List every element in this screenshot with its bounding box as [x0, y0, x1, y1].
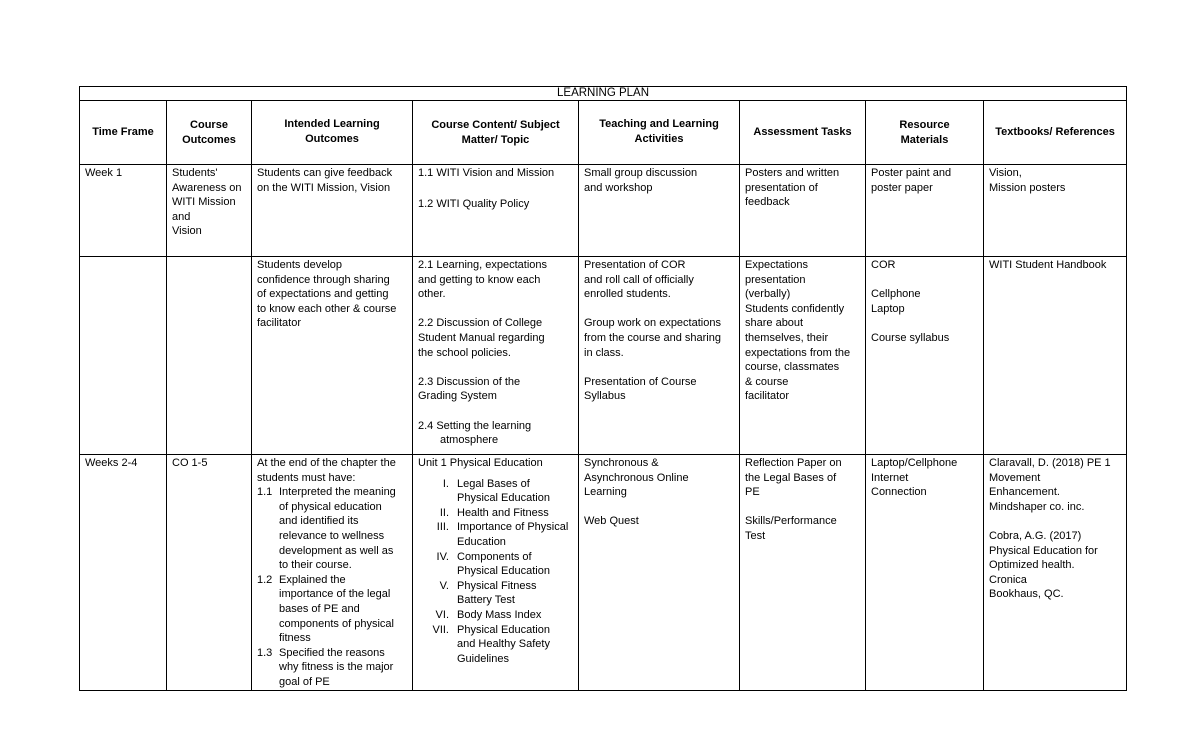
- text-line: Group work on expectations: [584, 317, 721, 330]
- text-line: the school policies.: [418, 346, 511, 359]
- cell-references: [984, 257, 1127, 455]
- item-number: 1.3: [257, 646, 273, 659]
- text-line: and workshop: [584, 181, 653, 194]
- list-item: [418, 623, 573, 667]
- text-line: Physical Fitness: [457, 579, 537, 592]
- text-line: Students': [172, 167, 218, 179]
- list-item: [257, 485, 407, 573]
- text-line: Legal Bases of: [457, 477, 530, 490]
- text-line: Syllabus: [584, 390, 626, 403]
- text-line: presentation: [745, 273, 806, 286]
- cell-time-frame: Weeks 2-4: [80, 455, 167, 691]
- text-line: Cronica: [989, 573, 1027, 586]
- table-row: [80, 455, 1127, 691]
- text-line: of physical education: [279, 500, 382, 513]
- cell-content: [413, 257, 579, 455]
- list-item: [418, 550, 573, 579]
- cell-time-frame: Week 1: [80, 165, 167, 257]
- text-line: COR: [871, 259, 896, 271]
- text-line: Asynchronous Online: [584, 471, 689, 484]
- text-line: from the course and sharing: [584, 331, 721, 344]
- text-line: Cellphone: [871, 288, 921, 301]
- text-line: Expectations: [745, 259, 808, 271]
- text-line: Grading System: [418, 390, 497, 403]
- text-line: students must have:: [257, 471, 356, 484]
- header-time-frame: Time Frame: [80, 101, 167, 165]
- cell-course-outcomes: CO 1-5: [167, 455, 252, 691]
- text-line: and identified its: [279, 515, 359, 528]
- text-line: and roll call of officially: [584, 273, 694, 286]
- text-line: importance of the legal: [279, 588, 391, 601]
- text-line: Optimized health.: [989, 559, 1075, 572]
- text-line: 2.1 Learning, expectations: [418, 259, 548, 271]
- text-line: Physical Education for: [989, 544, 1098, 557]
- cell-tla: [579, 257, 740, 455]
- text-line: Posters and written: [745, 167, 840, 179]
- text-line: Presentation of Course: [584, 375, 697, 388]
- item-number: V.: [439, 579, 449, 592]
- text-line: fitness: [279, 632, 311, 645]
- text-line: and getting to know each: [418, 273, 541, 286]
- text-line: atmosphere: [440, 434, 499, 447]
- text-line: to their course.: [279, 559, 352, 572]
- text-line: poster paper: [871, 181, 933, 194]
- text-line: Movement: [989, 471, 1041, 484]
- text-line: and: [172, 210, 191, 223]
- text-line: Learning: [584, 486, 627, 499]
- cell-content: [413, 165, 579, 257]
- item-number: 1.2: [257, 573, 273, 586]
- cell-course-outcomes: [167, 165, 252, 257]
- text-line: presentation of: [745, 181, 818, 194]
- cell-assessment: [740, 257, 866, 455]
- text-line: WITI Mission: [172, 196, 236, 209]
- text-line: Laptop: [871, 302, 905, 315]
- text-line: facilitator: [745, 390, 790, 403]
- cell-references: [984, 165, 1127, 257]
- text-line: Skills/Performance: [745, 515, 837, 528]
- text-line: Awareness on: [172, 181, 242, 194]
- text-line: Reflection Paper on: [745, 457, 842, 469]
- text-line: of expectations and getting: [257, 288, 389, 301]
- text-line: Importance of Physical: [457, 521, 569, 534]
- text-line: Course syllabus: [871, 331, 950, 344]
- cell-resources: [866, 257, 984, 455]
- text-line: the Legal Bases of: [745, 471, 837, 484]
- list-item: [418, 477, 573, 506]
- text-line: Education: [457, 535, 506, 548]
- text-line: in class.: [584, 346, 624, 359]
- text-line: Cobra, A.G. (2017): [989, 529, 1082, 542]
- cell-references: [984, 455, 1127, 691]
- list-item: [257, 573, 407, 646]
- text-line: themselves, their: [745, 331, 829, 344]
- text-line: Vision: [172, 225, 202, 238]
- list-item: [418, 579, 573, 608]
- text-line: Vision,: [989, 167, 1022, 179]
- text-line: Students confidently: [745, 302, 845, 315]
- text-line: confidence through sharing: [257, 273, 390, 286]
- text-line: 2.2 Discussion of College: [418, 317, 543, 330]
- cell-ilo: [252, 165, 413, 257]
- text-line: bases of PE and: [279, 602, 360, 615]
- header-content: Course Content/ Subject Matter/ Topic: [413, 101, 579, 165]
- text-line: At the end of the chapter the: [257, 457, 396, 469]
- text-line: Physical Education: [457, 492, 550, 505]
- text-line: Student Manual regarding: [418, 331, 545, 344]
- outcomes-list: [257, 485, 407, 689]
- text-line: Body Mass Index: [457, 608, 542, 621]
- unit-title: Unit 1 Physical Education: [418, 457, 543, 469]
- cell-resources: [866, 455, 984, 691]
- learning-plan-table: [79, 86, 1127, 691]
- table-row: [80, 165, 1127, 257]
- text-line: 1.2 WITI Quality Policy: [418, 198, 530, 211]
- text-line: 2.3 Discussion of the: [418, 375, 521, 388]
- list-item: [257, 646, 407, 690]
- list-item: [418, 506, 573, 521]
- cell-assessment: [740, 455, 866, 691]
- text-line: expectations from the: [745, 346, 851, 359]
- cell-tla: [579, 165, 740, 257]
- text-line: on the WITI Mission, Vision: [257, 181, 391, 194]
- text-line: Specified the reasons: [279, 646, 385, 659]
- text-line: development as well as: [279, 544, 394, 557]
- text-line: goal of PE: [279, 675, 330, 688]
- text-line: share about: [745, 317, 804, 330]
- text-line: WITI Student Handbook: [989, 259, 1107, 271]
- header-assessment: Assessment Tasks: [740, 101, 866, 165]
- text-line: Mindshaper co. inc.: [989, 500, 1085, 513]
- text-line: Bookhaus, QC.: [989, 588, 1064, 601]
- item-number: 1.1: [257, 486, 273, 499]
- item-number: III.: [436, 521, 449, 534]
- text-line: and Healthy Safety: [457, 638, 550, 651]
- item-number: VII.: [432, 623, 449, 636]
- text-line: why fitness is the major: [279, 661, 394, 674]
- text-line: Guidelines: [457, 652, 509, 665]
- text-line: Presentation of COR: [584, 259, 686, 271]
- cell-ilo: [252, 455, 413, 691]
- text-line: & course: [745, 375, 789, 388]
- list-item: [418, 608, 573, 623]
- text-line: to know each other & course: [257, 302, 397, 315]
- text-line: Internet: [871, 471, 909, 484]
- text-line: relevance to wellness: [279, 529, 385, 542]
- text-line: feedback: [745, 196, 790, 209]
- text-line: Physical Education: [457, 623, 550, 636]
- text-line: Physical Education: [457, 565, 550, 578]
- text-line: other.: [418, 288, 446, 301]
- cell-time-frame: [80, 257, 167, 455]
- text-line: enrolled students.: [584, 288, 671, 301]
- text-line: Web Quest: [584, 515, 639, 528]
- text-line: Claravall, D. (2018) PE 1: [989, 457, 1111, 469]
- item-number: II.: [439, 506, 449, 519]
- item-number: VI.: [435, 608, 449, 621]
- cell-content: [413, 455, 579, 691]
- text-line: Components of: [457, 550, 532, 563]
- text-line: Laptop/Cellphone: [871, 457, 958, 469]
- text-line: facilitator: [257, 317, 302, 330]
- table-row: [80, 257, 1127, 455]
- text-line: Small group discussion: [584, 167, 698, 179]
- text-line: Test: [745, 529, 766, 542]
- cell-resources: [866, 165, 984, 257]
- list-item: [418, 520, 573, 549]
- text-line: Enhancement.: [989, 486, 1060, 499]
- header-course-outcomes: [167, 101, 252, 165]
- text-line: Mission posters: [989, 181, 1066, 194]
- cell-tla: [579, 455, 740, 691]
- text-line: Battery Test: [457, 594, 515, 607]
- text-line: Explained the: [279, 573, 346, 586]
- item-number: IV.: [436, 550, 449, 563]
- text-line: Interpreted the meaning: [279, 486, 396, 499]
- text-line: Connection: [871, 486, 927, 499]
- header-ilo: Intended Learning Outcomes: [252, 101, 413, 165]
- header-row: [80, 101, 1127, 165]
- text-line: PE: [745, 486, 760, 499]
- cell-ilo: [252, 257, 413, 455]
- cell-assessment: [740, 165, 866, 257]
- text-line: Students can give feedback: [257, 167, 393, 179]
- header-tla: Teaching and Learning Activities: [579, 101, 740, 165]
- table-title: LEARNING PLAN: [80, 87, 1127, 101]
- topics-list: [418, 477, 573, 667]
- text-line: components of physical: [279, 617, 394, 630]
- item-number: I.: [442, 477, 449, 490]
- text-line: Synchronous &: [584, 457, 659, 469]
- text-line: Poster paint and: [871, 167, 952, 179]
- cell-course-outcomes: [167, 257, 252, 455]
- header-references: Textbooks/ References: [984, 101, 1127, 165]
- text-line: Health and Fitness: [457, 506, 549, 519]
- header-resources: Resource Materials: [866, 101, 984, 165]
- text-line: 2.4 Setting the learning: [418, 419, 532, 432]
- text-line: 1.1 WITI Vision and Mission: [418, 167, 555, 179]
- header-course-outcomes-label: Course Outcomes: [182, 118, 236, 146]
- text-line: course, classmates: [745, 361, 840, 374]
- text-line: Students develop: [257, 259, 343, 271]
- text-line: (verbally): [745, 288, 791, 301]
